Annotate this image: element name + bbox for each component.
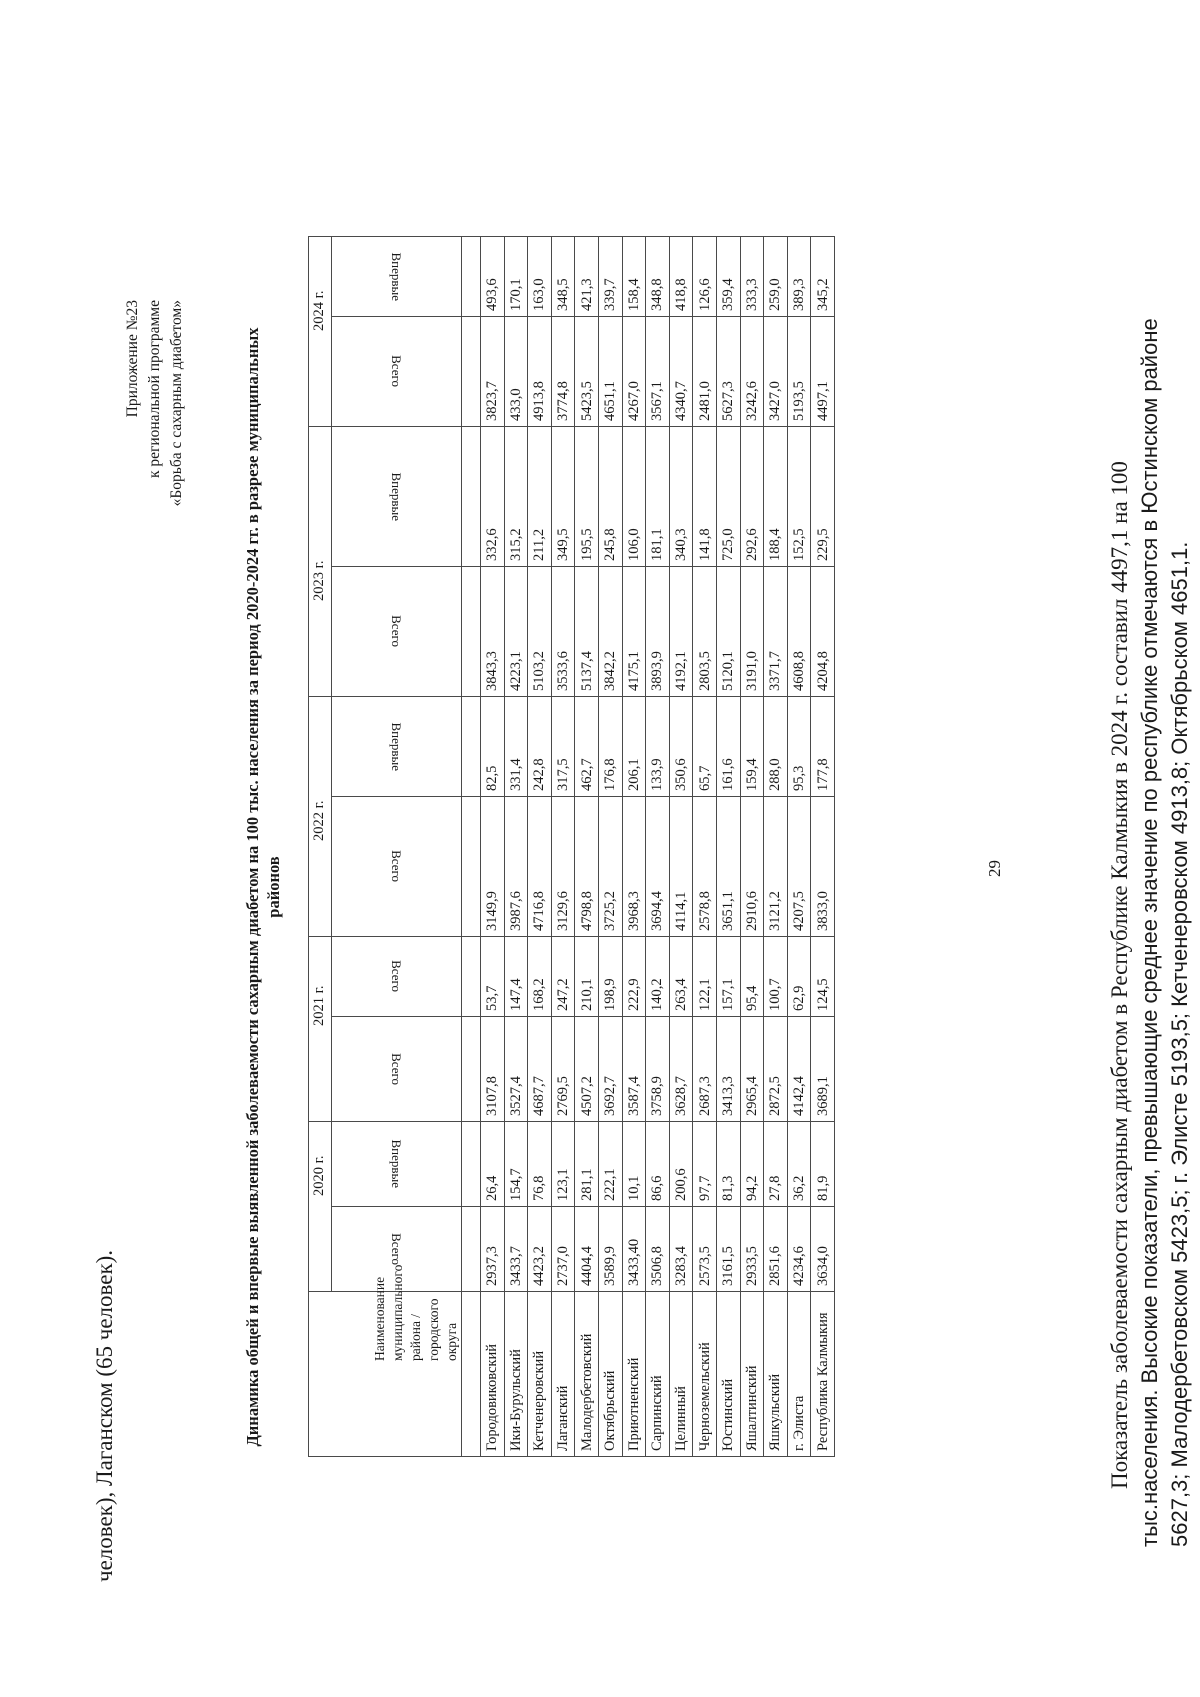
summary-line: Показатель заболеваемости сахарным диабетом в Республике Калмыкия в 2024 г. составил 4497,1 на 100 xyxy=(1107,461,1132,1489)
value-cell: 3823,7 xyxy=(481,317,505,427)
value-cell: 2933,5 xyxy=(740,1207,764,1292)
value-cell: 157,1 xyxy=(716,937,740,1017)
subheader-cell xyxy=(331,937,461,1017)
value-cell: 3587,4 xyxy=(622,1017,646,1122)
value-cell: 181,1 xyxy=(646,427,670,567)
value-cell: 2937,3 xyxy=(481,1207,505,1292)
value-cell: 2578,8 xyxy=(693,797,717,937)
table-row xyxy=(481,237,505,1457)
value-cell: 4687,7 xyxy=(528,1017,552,1122)
value-cell: 97,7 xyxy=(693,1122,717,1207)
district-name-cell: Приютненский xyxy=(622,1292,646,1457)
subheader-label: Всего xyxy=(388,960,404,993)
subheader-cell xyxy=(331,697,461,797)
district-name-cell: Малодербетовский xyxy=(575,1292,599,1457)
value-cell: 2965,4 xyxy=(740,1017,764,1122)
value-cell: 3968,3 xyxy=(622,797,646,937)
value-cell: 3774,8 xyxy=(551,317,575,427)
value-cell: 4223,1 xyxy=(504,567,528,697)
table-row xyxy=(551,237,575,1457)
value-cell: 339,7 xyxy=(598,237,622,317)
subheader-label: Впервые xyxy=(388,722,404,771)
value-cell: 5120,1 xyxy=(716,567,740,697)
table-row xyxy=(740,237,764,1457)
value-cell: 2737,0 xyxy=(551,1207,575,1292)
value-cell: 493,6 xyxy=(481,237,505,317)
subheader-cell xyxy=(331,1122,461,1207)
value-cell: 5423,5 xyxy=(575,317,599,427)
value-cell: 27,8 xyxy=(764,1122,788,1207)
value-cell: 176,8 xyxy=(598,697,622,797)
value-cell: 140,2 xyxy=(646,937,670,1017)
subheader-label: Всего xyxy=(388,615,404,648)
value-cell: 5103,2 xyxy=(528,567,552,697)
value-cell: 4497,1 xyxy=(811,317,835,427)
year-header: 2022 г. xyxy=(309,697,332,937)
value-cell: 333,3 xyxy=(740,237,764,317)
subheader-label: Всего xyxy=(388,850,404,883)
district-name-cell: Лаганский xyxy=(551,1292,575,1457)
district-name-header: Наименование муниципального района / городского округа xyxy=(309,1292,462,1457)
value-cell: 348,8 xyxy=(646,237,670,317)
value-cell: 247,2 xyxy=(551,937,575,1017)
value-cell: 4114,1 xyxy=(669,797,693,937)
value-cell: 3725,2 xyxy=(598,797,622,937)
value-cell: 4340,7 xyxy=(669,317,693,427)
value-cell: 3651,1 xyxy=(716,797,740,937)
table-row xyxy=(504,237,528,1457)
value-cell: 4175,1 xyxy=(622,567,646,697)
value-cell: 348,5 xyxy=(551,237,575,317)
value-cell: 4608,8 xyxy=(787,567,811,697)
value-cell: 418,8 xyxy=(669,237,693,317)
table-row xyxy=(787,237,811,1457)
district-name-cell: Целинный xyxy=(669,1292,693,1457)
value-cell: 2910,6 xyxy=(740,797,764,937)
value-cell: 288,0 xyxy=(764,697,788,797)
value-cell: 4204,8 xyxy=(811,567,835,697)
value-cell: 126,6 xyxy=(693,237,717,317)
value-cell: 123,1 xyxy=(551,1122,575,1207)
value-cell: 5137,4 xyxy=(575,567,599,697)
value-cell: 4798,8 xyxy=(575,797,599,937)
value-cell: 81,9 xyxy=(811,1122,835,1207)
value-cell: 95,3 xyxy=(787,697,811,797)
district-name-cell: г. Элиста xyxy=(787,1292,811,1457)
year-header: 2023 г. xyxy=(309,427,332,697)
value-cell: 81,3 xyxy=(716,1122,740,1207)
value-cell: 3567,1 xyxy=(646,317,670,427)
value-cell: 53,7 xyxy=(481,937,505,1017)
value-cell: 3129,6 xyxy=(551,797,575,937)
value-cell: 200,6 xyxy=(669,1122,693,1207)
value-cell: 2872,5 xyxy=(764,1017,788,1122)
value-cell: 161,6 xyxy=(716,697,740,797)
table-row xyxy=(811,237,835,1457)
appendix-program-name: «Борьба с сахарным диабетом» xyxy=(168,300,185,507)
value-cell: 3283,4 xyxy=(669,1207,693,1292)
value-cell: 263,4 xyxy=(669,937,693,1017)
value-cell: 245,8 xyxy=(598,427,622,567)
value-cell: 3987,6 xyxy=(504,797,528,937)
value-cell: 222,9 xyxy=(622,937,646,1017)
subheader-label: Впервые xyxy=(388,472,404,521)
value-cell: 122,1 xyxy=(693,937,717,1017)
value-cell: 36,2 xyxy=(787,1122,811,1207)
year-header: 2021 г. xyxy=(309,937,332,1122)
value-cell: 3843,3 xyxy=(481,567,505,697)
value-cell: 124,5 xyxy=(811,937,835,1017)
table-row xyxy=(716,237,740,1457)
summary-line: тыс.населения. Высокие показатели, превышающие среднее значение по республике отмечаются в Юстинском районе xyxy=(1137,318,1162,1547)
value-cell: 82,5 xyxy=(481,697,505,797)
appendix-program: к региональной программе xyxy=(146,300,163,479)
value-cell: 141,8 xyxy=(693,427,717,567)
value-cell: 152,5 xyxy=(787,427,811,567)
value-cell: 95,4 xyxy=(740,937,764,1017)
value-cell: 4651,1 xyxy=(598,317,622,427)
district-name-cell: Кетченеровский xyxy=(528,1292,552,1457)
value-cell: 62,9 xyxy=(787,937,811,1017)
value-cell: 3427,0 xyxy=(764,317,788,427)
value-cell: 158,4 xyxy=(622,237,646,317)
morbidity-table-wrapper xyxy=(308,237,835,1457)
value-cell: 340,3 xyxy=(669,427,693,567)
value-cell: 106,0 xyxy=(622,427,646,567)
value-cell: 725,0 xyxy=(716,427,740,567)
table-row xyxy=(646,237,670,1457)
value-cell: 4507,2 xyxy=(575,1017,599,1122)
value-cell: 3242,6 xyxy=(740,317,764,427)
value-cell: 3121,2 xyxy=(764,797,788,937)
value-cell: 3433,7 xyxy=(504,1207,528,1292)
value-cell: 170,1 xyxy=(504,237,528,317)
appendix-header xyxy=(122,300,188,720)
year-header: 2020 г. xyxy=(309,1122,332,1292)
district-name-cell: Сарпинский xyxy=(646,1292,670,1457)
district-name-cell: Юстинский xyxy=(716,1292,740,1457)
value-cell: 3107,8 xyxy=(481,1017,505,1122)
table-row xyxy=(622,237,646,1457)
value-cell: 315,2 xyxy=(504,427,528,567)
table-spacer-row xyxy=(462,237,481,1457)
subheader-label: Всего xyxy=(388,1233,404,1265)
value-cell: 292,6 xyxy=(740,427,764,567)
value-cell: 349,5 xyxy=(551,427,575,567)
district-name-cell: Республика Калмыкия xyxy=(811,1292,835,1457)
value-cell: 229,5 xyxy=(811,427,835,567)
district-name-cell: Черноземельский xyxy=(693,1292,717,1457)
value-cell: 4234,6 xyxy=(787,1207,811,1292)
value-cell: 3149,9 xyxy=(481,797,505,937)
value-cell: 10,1 xyxy=(622,1122,646,1207)
value-cell: 3694,4 xyxy=(646,797,670,937)
value-cell: 3191,0 xyxy=(740,567,764,697)
value-cell: 159,4 xyxy=(740,697,764,797)
summary-line: 5627,3; Малодербетовском 5423,5; г. Элисте 5193,5; Кетченеровском 4913,8; Октябрьском 4651,1. xyxy=(1167,541,1192,1547)
value-cell: 2573,5 xyxy=(693,1207,717,1292)
value-cell: 5627,3 xyxy=(716,317,740,427)
value-cell: 163,0 xyxy=(528,237,552,317)
value-cell: 4207,5 xyxy=(787,797,811,937)
value-cell: 2769,5 xyxy=(551,1017,575,1122)
value-cell: 3692,7 xyxy=(598,1017,622,1122)
year-header: 2024 г. xyxy=(309,237,332,427)
value-cell: 3533,6 xyxy=(551,567,575,697)
value-cell: 433,0 xyxy=(504,317,528,427)
value-cell: 76,8 xyxy=(528,1122,552,1207)
value-cell: 211,2 xyxy=(528,427,552,567)
value-cell: 26,4 xyxy=(481,1122,505,1207)
value-cell: 94,2 xyxy=(740,1122,764,1207)
table-row xyxy=(528,237,552,1457)
district-name-cell: Городовиковский xyxy=(481,1292,505,1457)
subheader-cell xyxy=(331,427,461,567)
value-cell: 350,6 xyxy=(669,697,693,797)
value-cell: 3413,3 xyxy=(716,1017,740,1122)
value-cell: 206,1 xyxy=(622,697,646,797)
value-cell: 154,7 xyxy=(504,1122,528,1207)
value-cell: 3833,0 xyxy=(811,797,835,937)
district-name-cell: Яшалтинский xyxy=(740,1292,764,1457)
value-cell: 281,1 xyxy=(575,1122,599,1207)
value-cell: 3689,1 xyxy=(811,1017,835,1122)
value-cell: 3758,9 xyxy=(646,1017,670,1122)
district-name-cell: Яшкульский xyxy=(764,1292,788,1457)
value-cell: 2803,5 xyxy=(693,567,717,697)
value-cell: 147,4 xyxy=(504,937,528,1017)
value-cell: 198,9 xyxy=(598,937,622,1017)
value-cell: 133,9 xyxy=(646,697,670,797)
table-body xyxy=(462,237,835,1457)
subheader-label: Впервые xyxy=(388,252,404,301)
table-row xyxy=(575,237,599,1457)
table-row xyxy=(598,237,622,1457)
value-cell: 188,4 xyxy=(764,427,788,567)
value-cell: 2851,6 xyxy=(764,1207,788,1292)
value-cell: 4423,2 xyxy=(528,1207,552,1292)
value-cell: 359,4 xyxy=(716,237,740,317)
value-cell: 4404,4 xyxy=(575,1207,599,1292)
value-cell: 222,1 xyxy=(598,1122,622,1207)
value-cell: 3527,4 xyxy=(504,1017,528,1122)
value-cell: 3161,5 xyxy=(716,1207,740,1292)
previous-paragraph-end: человек), Лаганском (65 человек). xyxy=(92,1249,117,1582)
value-cell: 86,6 xyxy=(646,1122,670,1207)
page-number: 29 xyxy=(985,860,1004,877)
value-cell: 3842,2 xyxy=(598,567,622,697)
value-cell: 168,2 xyxy=(528,937,552,1017)
morbidity-table xyxy=(308,236,835,1457)
value-cell: 100,7 xyxy=(764,937,788,1017)
subheader-label: Всего xyxy=(388,1053,404,1085)
value-cell: 2481,0 xyxy=(693,317,717,427)
value-cell: 210,1 xyxy=(575,937,599,1017)
appendix-number: Приложение №23 xyxy=(124,300,141,418)
subheader-label: Впервые xyxy=(388,1139,404,1189)
value-cell: 3893,9 xyxy=(646,567,670,697)
table-row xyxy=(669,237,693,1457)
value-cell: 3628,7 xyxy=(669,1017,693,1122)
table-title: Динамика общей и впервые выявленной заболеваемости сахарным диабетом на 100 тыс. населения за период 2020-2024 гг. в разрезе муниципальных районов xyxy=(243,327,283,1447)
subheader-label: Всего xyxy=(388,355,404,388)
district-name-cell: Ики-Бурульский xyxy=(504,1292,528,1457)
value-cell: 5193,5 xyxy=(787,317,811,427)
subheader-cell xyxy=(331,797,461,937)
value-cell: 3634,0 xyxy=(811,1207,835,1292)
district-name-cell: Октябрьский xyxy=(598,1292,622,1457)
value-cell: 4192,1 xyxy=(669,567,693,697)
value-cell: 4142,4 xyxy=(787,1017,811,1122)
value-cell: 4913,8 xyxy=(528,317,552,427)
table-row xyxy=(764,237,788,1457)
value-cell: 3433,40 xyxy=(622,1207,646,1292)
value-cell: 331,4 xyxy=(504,697,528,797)
value-cell: 4716,8 xyxy=(528,797,552,937)
value-cell: 421,3 xyxy=(575,237,599,317)
value-cell: 3589,9 xyxy=(598,1207,622,1292)
value-cell: 4267,0 xyxy=(622,317,646,427)
value-cell: 259,0 xyxy=(764,237,788,317)
value-cell: 3506,8 xyxy=(646,1207,670,1292)
value-cell: 65,7 xyxy=(693,697,717,797)
subheader-cell xyxy=(331,1017,461,1122)
value-cell: 195,5 xyxy=(575,427,599,567)
value-cell: 462,7 xyxy=(575,697,599,797)
value-cell: 177,8 xyxy=(811,697,835,797)
summary-paragraph xyxy=(1105,147,1195,1547)
value-cell: 389,3 xyxy=(787,237,811,317)
subheader-cell xyxy=(331,317,461,427)
table-row xyxy=(693,237,717,1457)
value-cell: 332,6 xyxy=(481,427,505,567)
value-cell: 3371,7 xyxy=(764,567,788,697)
value-cell: 317,5 xyxy=(551,697,575,797)
value-cell: 2687,3 xyxy=(693,1017,717,1122)
value-cell: 345,2 xyxy=(811,237,835,317)
subheader-cell xyxy=(331,237,461,317)
subheader-cell xyxy=(331,567,461,697)
value-cell: 242,8 xyxy=(528,697,552,797)
